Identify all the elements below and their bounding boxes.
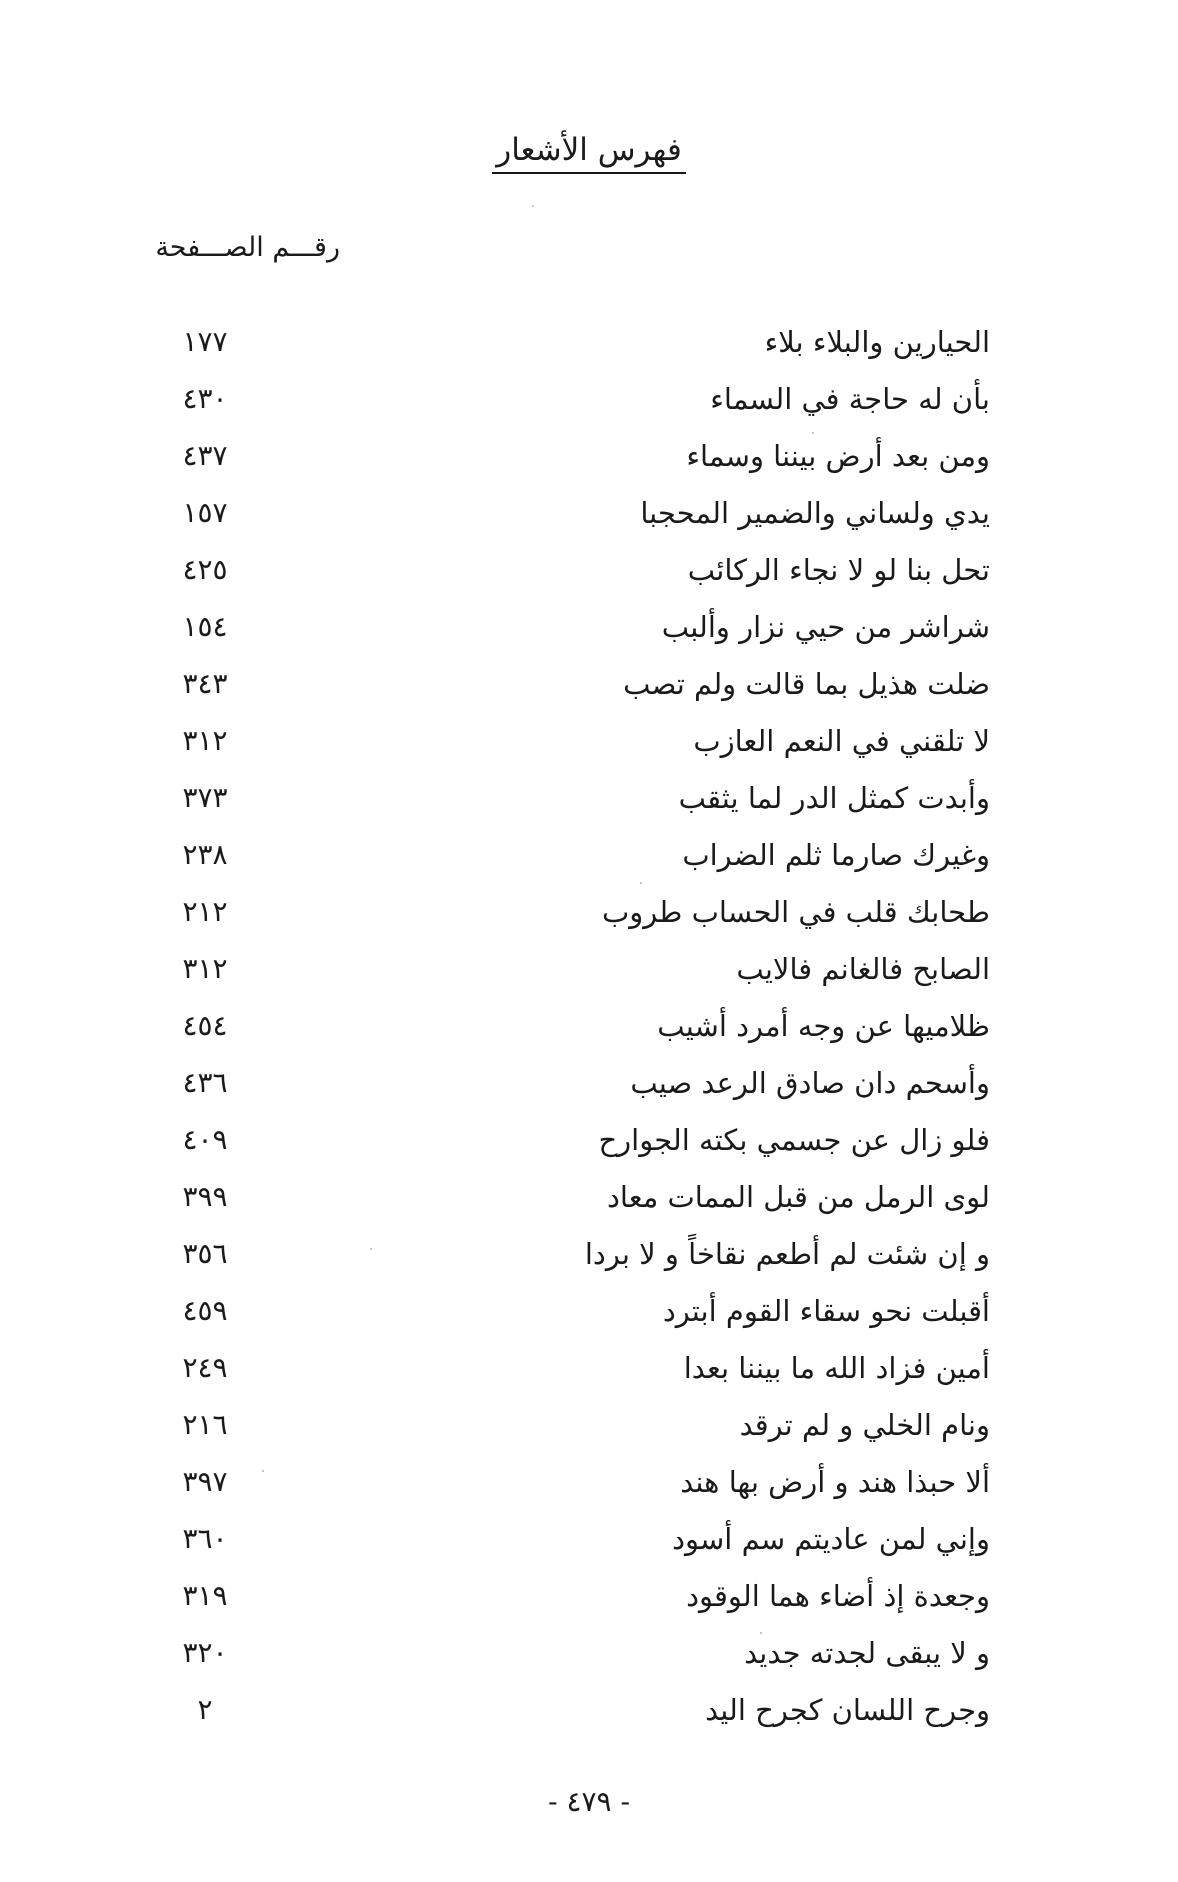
verse-page-number: ٢١٦ xyxy=(182,1408,228,1441)
scan-speck xyxy=(812,432,814,434)
index-entry-row xyxy=(130,1572,990,1629)
index-entry-row xyxy=(130,1629,990,1686)
verse-text: أمين فزاد الله ما بيننا بعدا xyxy=(683,1351,990,1385)
verse-text: وأسحم دان صادق الرعد صيب xyxy=(630,1066,990,1100)
index-entry-row xyxy=(130,1287,990,1344)
verse-page-number: ٢٣٨ xyxy=(182,838,228,871)
scan-speck xyxy=(532,205,534,207)
index-entry-row xyxy=(130,945,990,1002)
index-entry-row xyxy=(130,432,990,489)
verse-text: الحيارين والبلاء بلاء xyxy=(764,325,990,359)
verse-page-number: ١٧٧ xyxy=(182,325,228,358)
index-entry-row xyxy=(130,1458,990,1515)
verse-page-number: ٣١٩ xyxy=(182,1579,228,1612)
index-entry-row xyxy=(130,717,990,774)
verse-text: يدي ولساني والضمير المحجبا xyxy=(640,496,990,530)
verse-text: وجعدة إذ أضاء هما الوقود xyxy=(686,1579,990,1613)
scan-speck xyxy=(640,882,642,884)
verse-page-number: ٣٢٠ xyxy=(182,1636,228,1669)
index-entry-row xyxy=(130,1515,990,1572)
verse-text: تحل بنا لو لا نجاء الركائب xyxy=(687,553,990,587)
verse-text: ألا حبذا هند و أرض بها هند xyxy=(680,1465,990,1499)
verse-page-number: ٣٦٠ xyxy=(182,1522,228,1555)
verse-page-number: ٤٠٩ xyxy=(182,1123,228,1156)
verse-text: فلو زال عن جسمي بكته الجوارح xyxy=(598,1123,990,1157)
verse-text: أقبلت نحو سقاء القوم أبترد xyxy=(662,1294,990,1328)
verse-text: ضلت هذيل بما قالت ولم تصب xyxy=(623,667,990,701)
verse-text: وغيرك صارما ثلم الضراب xyxy=(682,838,990,872)
index-entry-row xyxy=(130,1344,990,1401)
index-entry-row xyxy=(130,1002,990,1059)
verse-page-number: ٢٤٩ xyxy=(182,1351,228,1384)
verse-text: بأن له حاجة في السماء xyxy=(710,382,990,416)
verse-text: ظلاميها عن وجه أمرد أشيب xyxy=(657,1009,990,1043)
scan-speck xyxy=(760,1632,762,1634)
page-number-column-header: رقـــم الصـــفحة xyxy=(155,232,340,263)
verse-text: لا تلقني في النعم العازب xyxy=(693,724,990,758)
scan-speck xyxy=(370,1248,372,1250)
index-entry-row xyxy=(130,660,990,717)
verse-page-number: ٣٩٩ xyxy=(182,1180,228,1213)
verse-page-number: ٣١٢ xyxy=(182,952,228,985)
index-entry-row xyxy=(130,888,990,945)
index-title-text: فهرس الأشعار xyxy=(492,132,686,174)
index-entry-row xyxy=(130,318,990,375)
index-entry-row xyxy=(130,831,990,888)
verse-text: شراشر من حيي نزار وألبب xyxy=(661,610,990,644)
index-entry-row xyxy=(130,1059,990,1116)
verse-text: و لا يبقى لجدته جديد xyxy=(744,1636,990,1670)
verse-text: وأبدت كمثل الدر لما يثقب xyxy=(678,781,990,815)
verse-page-number: ٣٧٣ xyxy=(182,781,228,814)
index-entry-row xyxy=(130,1401,990,1458)
index-entry-row xyxy=(130,1230,990,1287)
verse-page-number: ٤٣٧ xyxy=(182,439,228,472)
verse-text: الصابح فالغانم فالايب xyxy=(736,952,990,986)
verse-text: طحابك قلب في الحساب طروب xyxy=(601,895,990,929)
index-entry-row xyxy=(130,489,990,546)
verse-text: وجرح اللسان كجرح اليد xyxy=(705,1693,990,1727)
verse-page-number: ٤٥٩ xyxy=(182,1294,228,1327)
verse-page-number: ١٥٧ xyxy=(182,496,228,529)
verse-page-number: ٤٣٦ xyxy=(182,1066,228,1099)
page-footer-number: - ٤٧٩ - xyxy=(548,1785,630,1818)
index-entry-row xyxy=(130,603,990,660)
index-entry-row xyxy=(130,375,990,432)
verse-page-number: ٤٥٤ xyxy=(182,1009,228,1042)
verse-page-number: ٤٣٠ xyxy=(182,382,228,415)
verse-page-number: ٢ xyxy=(197,1693,213,1726)
verse-page-number: ٤٢٥ xyxy=(182,553,228,586)
verse-page-number: ٢١٢ xyxy=(182,895,228,928)
verse-text: لوى الرمل من قبل الممات معاد xyxy=(606,1180,990,1214)
poem-index-list xyxy=(130,318,990,1743)
verse-text: وإني لمن عاديتم سم أسود xyxy=(672,1522,990,1556)
index-title xyxy=(0,132,1178,168)
verse-page-number: ٣٥٦ xyxy=(182,1237,228,1270)
index-entry-row xyxy=(130,1173,990,1230)
verse-text: و إن شئت لم أطعم نقاخاً و لا بردا xyxy=(584,1237,990,1271)
verse-page-number: ٣٩٧ xyxy=(182,1465,228,1498)
index-entry-row xyxy=(130,774,990,831)
scan-speck xyxy=(262,1470,264,1472)
index-entry-row xyxy=(130,1686,990,1743)
verse-page-number: ٣٤٣ xyxy=(182,667,228,700)
index-entry-row xyxy=(130,1116,990,1173)
index-entry-row xyxy=(130,546,990,603)
verse-page-number: ١٥٤ xyxy=(182,610,228,643)
verse-text: ومن بعد أرض بيننا وسماء xyxy=(686,439,990,473)
verse-page-number: ٣١٢ xyxy=(182,724,228,757)
verse-text: ونام الخلي و لم ترقد xyxy=(739,1408,990,1442)
